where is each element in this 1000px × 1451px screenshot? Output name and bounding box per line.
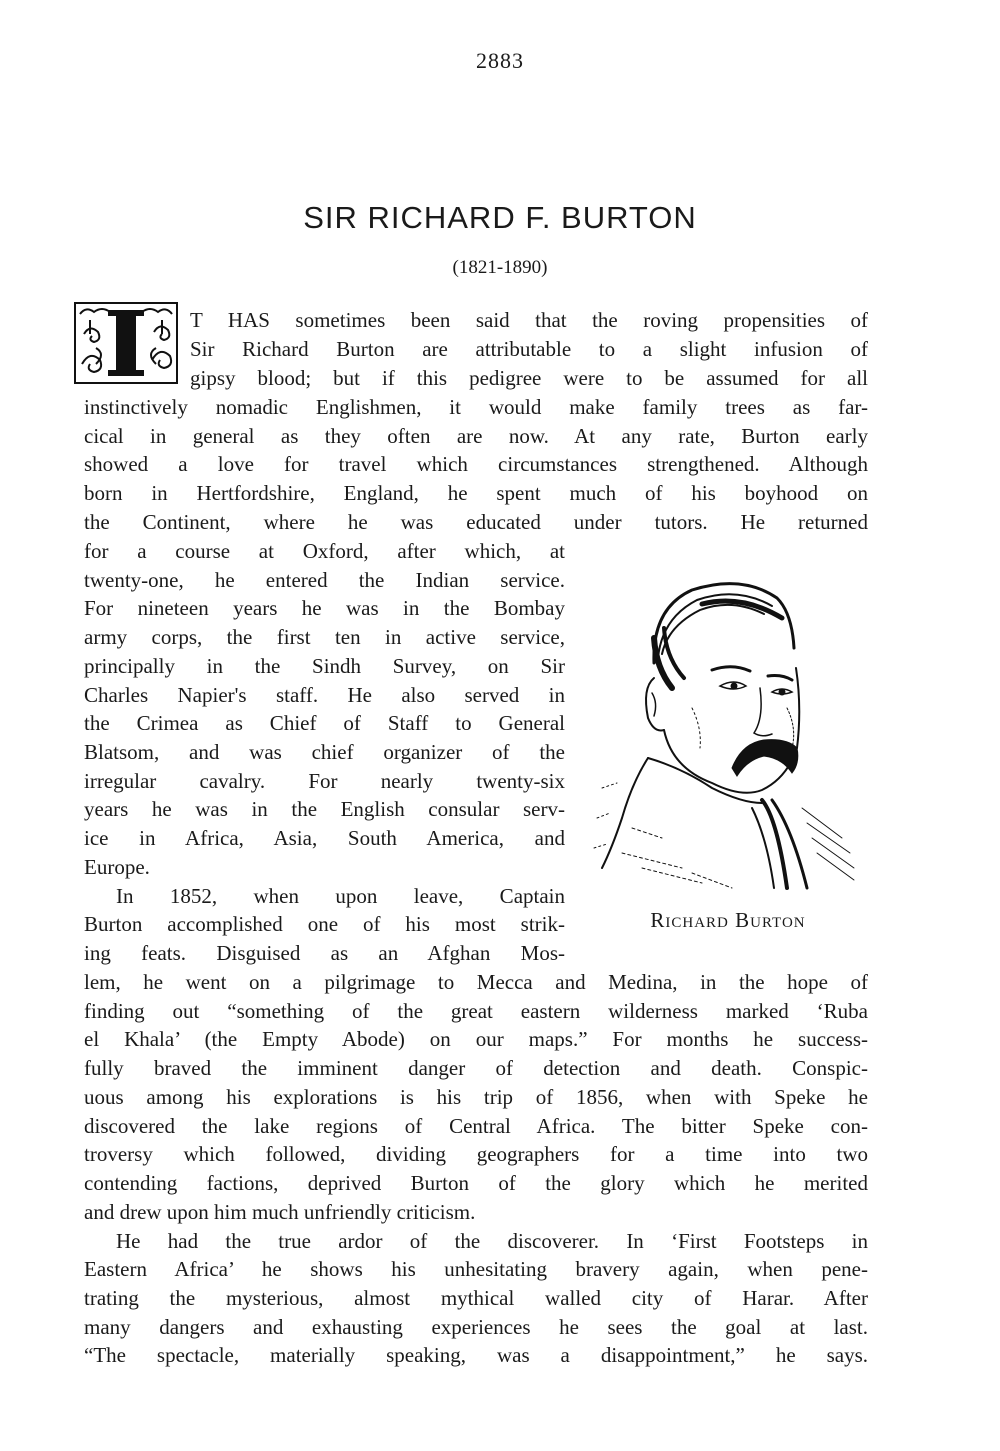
text-line-9: for a course at Oxford, after which, at bbox=[84, 539, 565, 563]
text-line-12: army corps, the first ten in active service, bbox=[84, 625, 565, 649]
text-line-27: fully braved the imminent danger of detection and death. Conspic- bbox=[84, 1056, 868, 1080]
ornamental-initial-icon bbox=[74, 302, 178, 384]
text-line-4: instinctively nomadic Englishmen, it would make family trees as far- bbox=[84, 395, 868, 419]
article-title: SIR RICHARD F. BURTON bbox=[303, 200, 697, 235]
text-line-24: lem, he went on a pilgrimage to Mecca and Medina, in the hope of bbox=[84, 970, 868, 994]
text-line-16: Blatsom, and was chief organizer of the bbox=[84, 740, 565, 764]
text-line-8: the Continent, where he was educated under tutors. He returned bbox=[84, 510, 868, 534]
opening-smallcaps: T HAS bbox=[190, 308, 270, 332]
text-line-15: the Crimea as Chief of Staff to General bbox=[84, 711, 565, 735]
text-line-34: Eastern Africa’ he shows his unhesitating bravery again, when pene- bbox=[84, 1257, 868, 1281]
text-line-6: showed a love for travel which circumstances strengthened. Although bbox=[84, 452, 868, 476]
text-line-37: “The spectacle, materially speaking, was a disappointment,” he says. bbox=[84, 1343, 868, 1367]
text-line-33: He had the true ardor of the discoverer. In ‘First Footsteps in bbox=[116, 1229, 868, 1253]
text-line-31: contending factions, deprived Burton of the glory which he merited bbox=[84, 1171, 868, 1195]
ornament-scroll-icon bbox=[76, 304, 176, 382]
text-line-29: discovered the lake regions of Central Africa. The bitter Speke con- bbox=[84, 1114, 868, 1138]
text-line-25: finding out “something of the great eastern wilderness marked ‘Ruba bbox=[84, 999, 868, 1023]
text-line-26: el Khala’ (the Empty Abode) on our maps.” For months he success- bbox=[84, 1027, 868, 1051]
text-line-1 bbox=[190, 306, 868, 335]
text-line-7: born in Hertfordshire, England, he spent much of his boyhood on bbox=[84, 481, 868, 505]
text-line-36: many dangers and exhausting experiences he sees the goal at last. bbox=[84, 1315, 868, 1339]
text-line-13: principally in the Sindh Survey, on Sir bbox=[84, 654, 565, 678]
text-line-23: ing feats. Disguised as an Afghan Mos- bbox=[84, 941, 565, 965]
text-line-2: Sir Richard Burton are attributable to a slight infusion of bbox=[190, 337, 868, 361]
life-dates: (1821-1890) bbox=[452, 257, 548, 278]
text-line-18: years he was in the English consular serv- bbox=[84, 797, 565, 821]
page-number: 2883 bbox=[476, 48, 524, 73]
text-line-11: For nineteen years he was in the Bombay bbox=[84, 596, 565, 620]
text-line-14: Charles Napier's staff. He also served in bbox=[84, 683, 565, 707]
text-line-28: uous among his explorations is his trip of 1856, when with Speke he bbox=[84, 1085, 868, 1109]
text-line-5: cical in general as they often are now. At any rate, Burton early bbox=[84, 424, 868, 448]
text-line-10: twenty-one, he entered the Indian service. bbox=[84, 568, 565, 592]
portrait-engraving-icon bbox=[592, 568, 858, 898]
text-segment: sometimes been said that the roving propensities of bbox=[269, 308, 868, 332]
portrait-caption: Richard Burton bbox=[650, 908, 806, 932]
text-line-3: gipsy blood; but if this pedigree were to be assumed for all bbox=[190, 366, 868, 390]
text-line-32: and drew upon him much unfriendly criticism. bbox=[84, 1200, 476, 1224]
text-line-17: irregular cavalry. For nearly twenty-six bbox=[84, 769, 565, 793]
text-line-21: In 1852, when upon leave, Captain bbox=[116, 884, 565, 908]
text-line-22: Burton accomplished one of his most strik- bbox=[84, 912, 565, 936]
text-line-35: trating the mysterious, almost mythical walled city of Harar. After bbox=[84, 1286, 868, 1310]
text-line-30: troversy which followed, dividing geographers for a time into two bbox=[84, 1142, 868, 1166]
text-line-19: ice in Africa, Asia, South America, and bbox=[84, 826, 565, 850]
text-line-20: Europe. bbox=[84, 855, 150, 879]
